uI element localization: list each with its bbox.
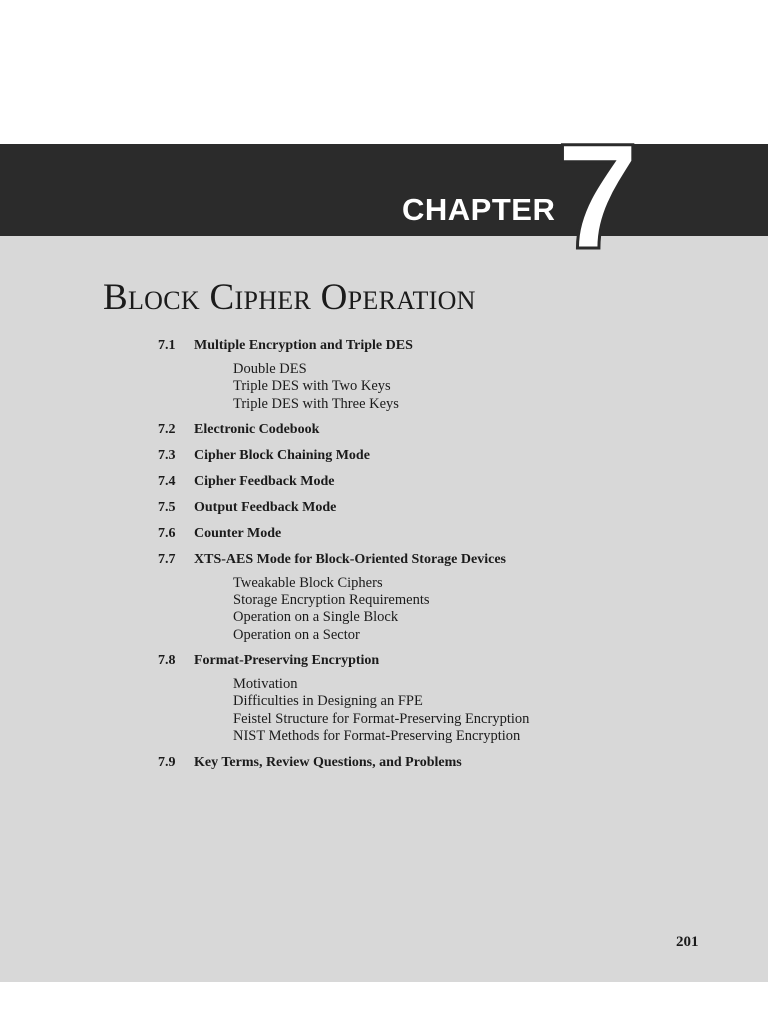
toc-section[interactable] bbox=[158, 651, 718, 671]
chapter-title: Block Cipher Operation bbox=[103, 277, 476, 318]
chapter-label: CHAPTER bbox=[402, 192, 556, 227]
toc-subsection[interactable]: Triple DES with Two Keys bbox=[233, 378, 391, 395]
toc-section-title: Counter Mode bbox=[194, 525, 282, 541]
toc-section-number: 7.6 bbox=[158, 525, 176, 541]
toc-subsection-list bbox=[233, 676, 718, 745]
toc-section-number: 7.1 bbox=[158, 338, 176, 353]
toc-section[interactable] bbox=[158, 420, 718, 440]
page-number: 201 bbox=[676, 934, 699, 950]
toc-section-number: 7.3 bbox=[158, 447, 176, 463]
table-of-contents bbox=[158, 336, 718, 773]
chapter-banner bbox=[0, 144, 768, 236]
toc-section[interactable] bbox=[158, 446, 718, 466]
toc-section-title: Key Terms, Review Questions, and Problems bbox=[194, 755, 462, 771]
toc-section-number: 7.7 bbox=[158, 551, 176, 567]
toc-section[interactable] bbox=[158, 550, 718, 570]
toc-subsection[interactable]: Operation on a Single Block bbox=[233, 609, 399, 626]
toc-section[interactable] bbox=[158, 753, 718, 773]
toc-section-number: 7.2 bbox=[158, 421, 176, 437]
toc-section-number: 7.9 bbox=[158, 755, 176, 771]
toc-subsection[interactable]: NIST Methods for Format-Preserving Encryption bbox=[233, 727, 521, 744]
toc-subsection[interactable]: Tweakable Block Ciphers bbox=[233, 574, 383, 591]
toc-section[interactable] bbox=[158, 498, 718, 518]
toc-section-number: 7.4 bbox=[158, 473, 176, 489]
toc-section-number: 7.8 bbox=[158, 653, 176, 669]
toc-subsection-list bbox=[233, 361, 718, 413]
toc-subsection[interactable]: Feistel Structure for Format-Preserving Encryption bbox=[233, 710, 530, 727]
toc-section-title: Cipher Feedback Mode bbox=[194, 473, 335, 489]
toc-section-title: Output Feedback Mode bbox=[194, 499, 337, 515]
toc-section[interactable] bbox=[158, 524, 718, 544]
chapter-number: 7 bbox=[556, 112, 636, 280]
toc-section-title: Cipher Block Chaining Mode bbox=[194, 447, 370, 463]
toc-section[interactable] bbox=[158, 336, 718, 356]
toc-subsection[interactable]: Difficulties in Designing an FPE bbox=[233, 693, 423, 710]
toc-section-title: Electronic Codebook bbox=[194, 421, 320, 437]
toc-section-title: XTS-AES Mode for Block-Oriented Storage Devices bbox=[194, 551, 506, 567]
toc-subsection[interactable]: Motivation bbox=[233, 676, 298, 693]
toc-section-title: Format-Preserving Encryption bbox=[194, 653, 380, 669]
toc-subsection[interactable]: Storage Encryption Requirements bbox=[233, 592, 430, 609]
toc-section-title: Multiple Encryption and Triple DES bbox=[194, 338, 413, 353]
toc-section-number: 7.5 bbox=[158, 499, 176, 515]
toc-subsection[interactable]: Triple DES with Three Keys bbox=[233, 395, 399, 412]
toc-subsection-list bbox=[233, 575, 718, 644]
toc-section[interactable] bbox=[158, 472, 718, 492]
toc-subsection[interactable]: Operation on a Sector bbox=[233, 626, 360, 643]
toc-subsection[interactable]: Double DES bbox=[233, 361, 307, 377]
